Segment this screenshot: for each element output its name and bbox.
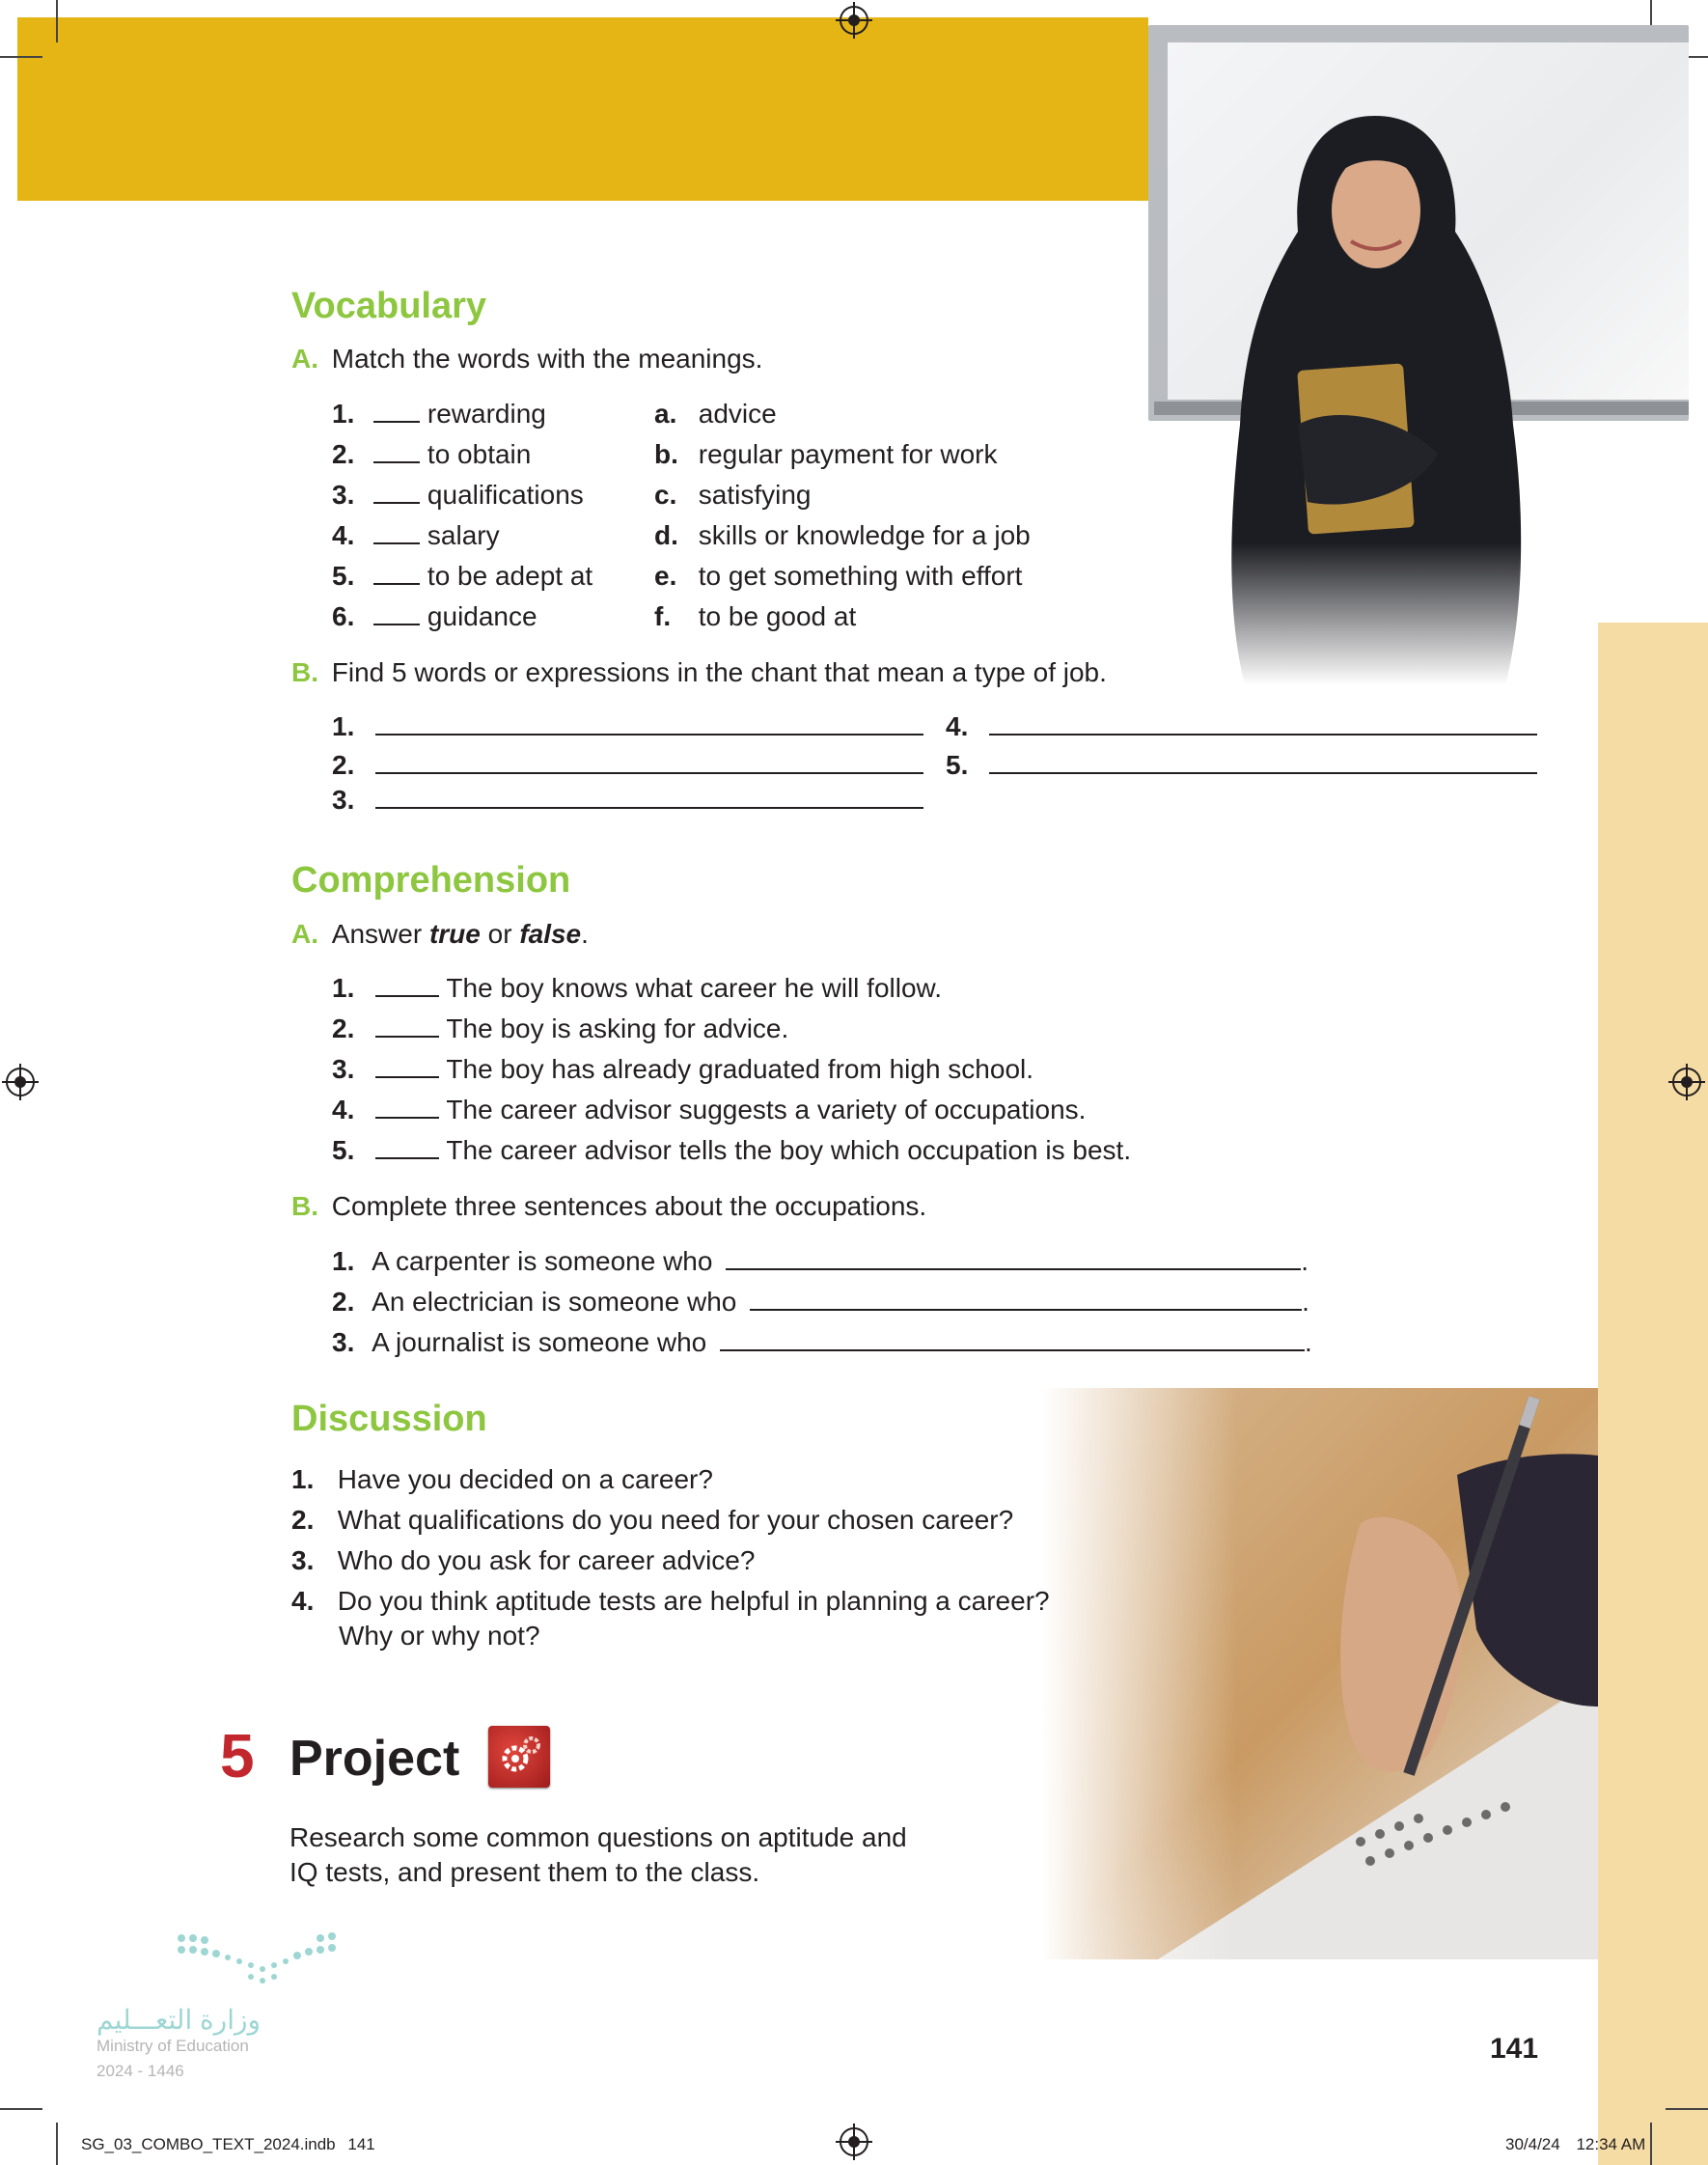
- vocab-word: salary: [427, 520, 500, 550]
- ministry-years: 2024 - 1446: [96, 2062, 184, 2080]
- crop-mark: [0, 2108, 42, 2110]
- true-false-blank[interactable]: [375, 972, 439, 997]
- side-color-band: [1598, 623, 1708, 2165]
- question-number: 4.: [291, 1586, 315, 1616]
- job-answer-row: [332, 710, 923, 743]
- true-false-row: [332, 1013, 788, 1045]
- vocab-meaning: to get something with effort: [698, 561, 1023, 591]
- sentence-row: [332, 1326, 1312, 1359]
- vocab-word-row: [332, 438, 531, 471]
- question-text: Do you think aptitude tests are helpful in planning a career?: [337, 1586, 1050, 1616]
- answer-blank[interactable]: [373, 398, 420, 423]
- project-instruction-line: IQ tests, and present them to the class.: [289, 1857, 760, 1887]
- footer-file-name: SG_03_COMBO_TEXT_2024.indb: [81, 2135, 336, 2153]
- statement-number: 4.: [332, 1095, 355, 1124]
- vocab-a-text: Match the words with the meanings.: [331, 344, 763, 374]
- job-answer-line[interactable]: [375, 710, 923, 736]
- vocab-a-instruction: [291, 343, 762, 375]
- comp-a-period: .: [581, 919, 589, 949]
- vocab-meaning-row: [654, 519, 1031, 552]
- job-answer-number: 4.: [946, 711, 969, 741]
- project-number: 5: [220, 1721, 255, 1790]
- comprehension-heading: Comprehension: [291, 860, 571, 901]
- sentence-row: [332, 1286, 1309, 1318]
- question-text: What qualifications do you need for your chosen career?: [337, 1505, 1014, 1535]
- statement-text: The career advisor tells the boy which occupation is best.: [446, 1135, 1132, 1165]
- vocab-meaning-letter: c.: [654, 480, 677, 510]
- crop-mark: [0, 56, 42, 58]
- vocab-meaning-row: [654, 479, 812, 512]
- vocab-meaning: regular payment for work: [698, 439, 998, 469]
- registration-mark-icon: [840, 2127, 868, 2156]
- comp-b-label: B.: [291, 1191, 318, 1221]
- page-number: 141: [1490, 2033, 1539, 2065]
- vocab-b-instruction: [291, 656, 1107, 689]
- vocab-word-number: 3.: [332, 480, 355, 510]
- vocab-word: rewarding: [427, 399, 546, 429]
- sentence-number: 3.: [332, 1327, 355, 1357]
- sentence-text: An electrician is someone who: [372, 1287, 737, 1317]
- answer-blank[interactable]: [373, 438, 420, 463]
- footer-date: 30/4/24: [1505, 2135, 1560, 2153]
- comp-b-instruction: [291, 1190, 926, 1223]
- comp-a-prefix: Answer: [331, 919, 423, 949]
- answer-blank[interactable]: [373, 519, 420, 544]
- sentence-answer-line[interactable]: [726, 1245, 1301, 1270]
- vocab-word: to be adept at: [427, 561, 593, 591]
- true-false-row: [332, 1053, 1033, 1086]
- vocab-word: guidance: [427, 601, 537, 631]
- vocab-word-row: [332, 479, 584, 512]
- statement-number: 3.: [332, 1054, 355, 1084]
- statement-text: The boy has already graduated from high school.: [446, 1054, 1034, 1084]
- statement-number: 1.: [332, 973, 355, 1003]
- project-instruction-line: Research some common questions on aptitude and: [289, 1822, 907, 1852]
- vocab-word-number: 6.: [332, 601, 355, 631]
- statement-number: 2.: [332, 1013, 355, 1043]
- vocab-meaning-letter: e.: [654, 561, 677, 591]
- job-answer-row: [946, 749, 1537, 782]
- vocab-meaning: satisfying: [698, 480, 812, 510]
- sentence-period: .: [1305, 1327, 1312, 1357]
- true-false-row: [332, 1134, 1131, 1167]
- footer-file-info: [81, 2135, 375, 2154]
- sentence-answer-line[interactable]: [720, 1326, 1305, 1351]
- vocab-a-label: A.: [291, 344, 318, 374]
- comp-a-label: A.: [291, 919, 318, 949]
- discussion-question: [291, 1463, 713, 1496]
- vocab-word-row: [332, 398, 546, 430]
- discussion-question: [291, 1504, 1013, 1537]
- question-number: 2.: [291, 1505, 315, 1535]
- crop-mark: [56, 2123, 58, 2165]
- question-number: 1.: [291, 1464, 315, 1494]
- vocab-word-number: 4.: [332, 520, 355, 550]
- vocab-meaning-letter: a.: [654, 399, 677, 429]
- vocab-word-row: [332, 600, 537, 633]
- vocab-word: to obtain: [427, 439, 532, 469]
- job-answer-line[interactable]: [989, 710, 1537, 736]
- vocab-b-label: B.: [291, 657, 318, 687]
- true-false-blank[interactable]: [375, 1053, 439, 1078]
- true-false-blank[interactable]: [375, 1134, 439, 1159]
- comp-a-false: false: [519, 919, 582, 949]
- job-answer-row: [332, 749, 923, 782]
- vocab-b-text: Find 5 words or expressions in the chant that mean a type of job.: [331, 657, 1107, 687]
- sentence-number: 1.: [332, 1246, 355, 1276]
- comp-b-text: Complete three sentences about the occupations.: [331, 1191, 927, 1221]
- question-number: 3.: [291, 1545, 315, 1575]
- vocab-word: qualifications: [427, 480, 584, 510]
- vocab-meaning-row: [654, 398, 777, 430]
- vocab-word-number: 2.: [332, 439, 355, 469]
- sentence-text: A journalist is someone who: [372, 1327, 707, 1357]
- job-answer-number: 5.: [946, 750, 969, 780]
- comp-a-instruction: [291, 918, 589, 951]
- vocab-meaning-row: [654, 600, 856, 633]
- job-answer-line[interactable]: [375, 749, 923, 774]
- statement-text: The career advisor suggests a variety of occupations.: [446, 1095, 1087, 1124]
- registration-mark-icon: [1672, 1068, 1701, 1096]
- true-false-row: [332, 1094, 1086, 1126]
- job-answer-line[interactable]: [375, 784, 923, 809]
- job-answer-row: [946, 710, 1537, 743]
- vocab-word-row: [332, 519, 500, 552]
- footer-time: 12:34 AM: [1576, 2135, 1646, 2153]
- answer-blank[interactable]: [373, 600, 420, 625]
- vocab-meaning-letter: d.: [654, 520, 678, 550]
- comp-a-true: true: [428, 919, 481, 949]
- question-continuation: Why or why not?: [339, 1621, 540, 1651]
- comp-a-or: or: [487, 919, 512, 949]
- crop-mark: [1650, 2123, 1652, 2165]
- gear-icon: [488, 1726, 550, 1788]
- registration-mark-icon: [6, 1068, 35, 1096]
- header-color-band: [17, 17, 1148, 201]
- vocab-word-row: [332, 560, 592, 593]
- statement-text: The boy knows what career he will follow.: [446, 973, 942, 1003]
- discussion-question: [291, 1544, 755, 1577]
- vocab-meaning: to be good at: [698, 601, 857, 631]
- sentence-period: .: [1302, 1287, 1309, 1317]
- vocab-meaning: skills or knowledge for a job: [698, 520, 1031, 550]
- job-answer-line[interactable]: [989, 749, 1537, 774]
- true-false-blank[interactable]: [375, 1094, 439, 1119]
- job-answer-number: 1.: [332, 711, 355, 741]
- statement-number: 5.: [332, 1135, 355, 1165]
- vocabulary-heading: Vocabulary: [291, 286, 487, 326]
- true-false-blank[interactable]: [375, 1013, 439, 1038]
- ministry-english-name: Ministry of Education: [96, 2037, 249, 2055]
- job-answer-number: 3.: [332, 785, 355, 815]
- question-text: Have you decided on a career?: [337, 1464, 713, 1494]
- teacher-photo: [1206, 106, 1544, 685]
- job-answer-number: 2.: [332, 750, 355, 780]
- question-text: Who do you ask for career advice?: [337, 1545, 756, 1575]
- footer-file-page: 141: [347, 2135, 375, 2153]
- answer-blank[interactable]: [373, 560, 420, 585]
- project-title: Project: [289, 1731, 460, 1787]
- sentence-text: A carpenter is someone who: [372, 1246, 713, 1276]
- vocab-word-number: 1.: [332, 399, 355, 429]
- vocab-meaning: advice: [698, 399, 777, 429]
- vocab-word-number: 5.: [332, 561, 355, 591]
- discussion-heading: Discussion: [291, 1399, 487, 1439]
- ministry-arabic-name: وزارة التعـــليم: [96, 2005, 262, 2035]
- true-false-row: [332, 972, 942, 1005]
- statement-text: The boy is asking for advice.: [446, 1013, 789, 1043]
- job-answer-row: [332, 784, 923, 817]
- vocab-meaning-row: [654, 438, 997, 471]
- vocab-meaning-letter: b.: [654, 439, 678, 469]
- footer-timestamp: [1505, 2135, 1645, 2154]
- sentence-number: 2.: [332, 1287, 355, 1317]
- vocab-meaning-letter: f.: [654, 601, 672, 631]
- answer-blank[interactable]: [373, 479, 420, 504]
- exam-writing-photo: [1042, 1388, 1598, 1959]
- sentence-answer-line[interactable]: [750, 1286, 1302, 1311]
- sentence-period: .: [1301, 1246, 1309, 1276]
- registration-mark-icon: [840, 6, 868, 35]
- discussion-question: [291, 1585, 1050, 1618]
- vocab-meaning-row: [654, 560, 1022, 593]
- ministry-logo-dots: [174, 1930, 347, 1988]
- crop-mark: [1666, 2108, 1708, 2110]
- crop-mark: [56, 0, 58, 42]
- sentence-row: [332, 1245, 1309, 1278]
